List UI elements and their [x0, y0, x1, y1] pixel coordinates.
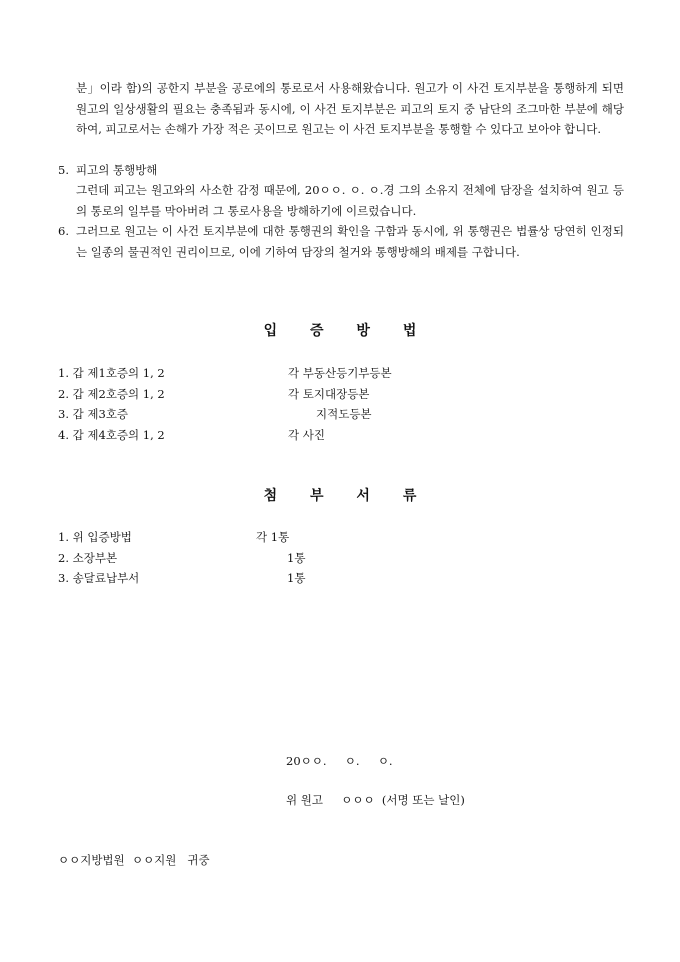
item-6-paragraph	[58, 221, 624, 262]
item-5-number: 5.	[58, 163, 69, 177]
evidence-desc: 각 사진	[288, 428, 325, 442]
attachment-qty: 각 1통	[256, 530, 290, 544]
evidence-desc: 지적도등본	[316, 407, 372, 421]
evidence-item: 2. 갑 제2호증의 1, 2	[58, 387, 165, 401]
attachment-qty: 1통	[287, 551, 306, 565]
item-5-heading	[58, 160, 624, 181]
continuation-paragraph: 분」이라 함)의 공한지 부분을 공로에의 통로로서 사용해왔습니다. 원고가 이 사건 토지부분을 통행하게 되면 원고의 일상생활의 필요는 충족됨과 동시에, 이 사건 토지부분은 피고의 토지 중 남단의 조그마한 부분에 해당하여, 피고로서는 손해가 가장 적은 곳이므로 원고는 이 사건 토지부분을 통행할 수 있다고 보아야 합니다.	[76, 81, 624, 136]
attachment-item: 1. 위 입증방법	[58, 530, 132, 544]
evidence-item: 1. 갑 제1호증의 1, 2	[58, 366, 165, 380]
evidence-desc: 각 부동산등기부등본	[288, 366, 392, 380]
attachment-item: 3. 송달료납부서	[58, 571, 140, 585]
attachment-qty: 1통	[287, 571, 306, 585]
attachments-title: 첨 부 서 류	[263, 488, 431, 504]
evidence-desc: 각 토지대장등본	[288, 387, 370, 401]
court-addressee: ㅇㅇ지방법원 ㅇㅇ지원 귀중	[58, 853, 210, 867]
evidence-item: 3. 갑 제3호증	[58, 407, 129, 421]
item-6-number: 6.	[58, 224, 69, 238]
evidence-item: 4. 갑 제4호증의 1, 2	[58, 428, 165, 442]
item-5-heading-text: 피고의 통행방해	[76, 163, 158, 177]
evidence-title: 입 증 방 법	[263, 323, 431, 339]
signer-line: 위 원고 ㅇㅇㅇ (서명 또는 날인)	[286, 793, 465, 807]
item-5-paragraph: 그런데 피고는 원고와의 사소한 감정 때문에, 20ㅇㅇ. ㅇ. ㅇ.경 그의 소유지 전체에 담장을 설치하여 원고 등의 통로의 일부를 막아버려 그 통로사용을 방해하기에 이르렀습니다.	[76, 183, 624, 218]
attachment-item: 2. 소장부본	[58, 551, 118, 565]
item-6-text: 그러므로 원고는 이 사건 토지부분에 대한 통행권의 확인을 구함과 동시에, 위 통행권은 법률상 당연히 인정되는 일종의 물권적인 권리이므로, 이에 기하여 담장의 철거와 통행방해의 배제를 구합니다.	[76, 224, 624, 259]
filing-date: 20ㅇㅇ. ㅇ. ㅇ.	[286, 754, 393, 768]
